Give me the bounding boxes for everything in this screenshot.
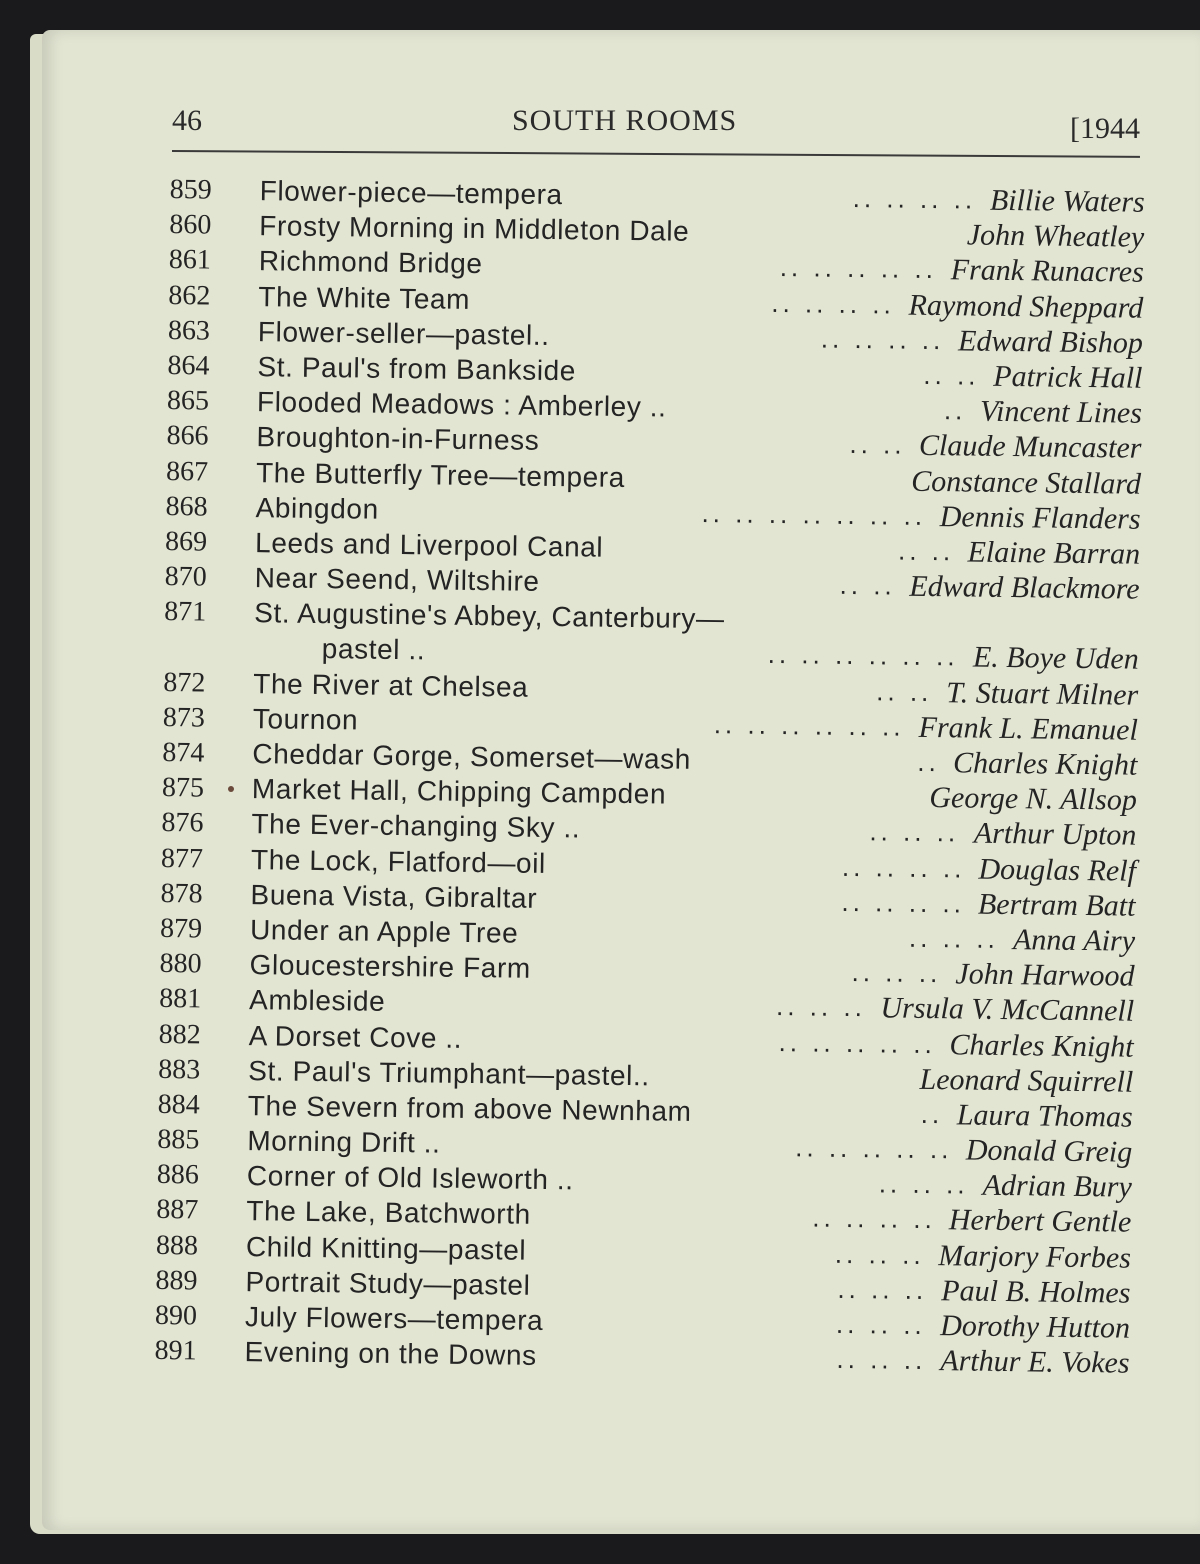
dot-leader: .. .. ..	[836, 1344, 927, 1376]
dot-leader: .. .. .. .. ..	[778, 1026, 936, 1059]
section-title: SOUTH ROOMS	[512, 104, 738, 137]
entry-title: Tournon	[252, 702, 359, 736]
entry-number: 881	[158, 983, 202, 1015]
entry-number: 879	[159, 912, 203, 945]
entry-number: 877	[160, 842, 204, 875]
entry-title: Portrait Study—pastel	[245, 1265, 531, 1301]
entry-number: 887	[156, 1194, 199, 1226]
entry-artist: Douglas Relf	[978, 852, 1137, 888]
entry-number: 891	[154, 1335, 197, 1367]
entry-number: 883	[158, 1053, 201, 1086]
dot-leader: .. .. ..	[775, 991, 867, 1023]
entry-artist: Dorothy Hutton	[940, 1309, 1131, 1345]
page-number: 46	[172, 104, 202, 137]
entry-artist: George N. Allsop	[929, 781, 1138, 817]
entry-title: The River at Chelsea	[253, 667, 529, 703]
entry-number: 861	[168, 244, 212, 276]
entry-number: 865	[166, 385, 210, 417]
dot-leader: .. .. .. .. .. ..	[767, 639, 959, 672]
entry-number: 886	[156, 1159, 200, 1191]
entry-title: Flower-seller—pastel..	[257, 315, 550, 351]
entry-number: 884	[157, 1088, 200, 1121]
entry-artist: Frank L. Emanuel	[918, 710, 1138, 747]
entry-artist: Adrian Bury	[982, 1168, 1133, 1204]
entry-title: The Butterfly Tree—tempera	[255, 456, 626, 493]
entry-artist: Edward Bishop	[957, 324, 1144, 360]
entry-artist: Marjory Forbes	[938, 1238, 1132, 1275]
dot-leader: .. .. .. ..	[852, 182, 977, 215]
dot-leader: ..	[917, 746, 940, 778]
entry-title: pastel ..	[321, 633, 426, 666]
entry-artist: Vincent Lines	[979, 394, 1143, 430]
entry-artist: E. Boye Uden	[972, 640, 1139, 677]
catalogue-listing	[154, 172, 1145, 1381]
dot-leader: .. ..	[897, 535, 955, 567]
entry-title: St. Paul's from Bankside	[257, 351, 577, 387]
entry-title: The White Team	[258, 280, 471, 315]
entry-artist: Dennis Flanders	[939, 499, 1141, 536]
entry-number: 864	[167, 349, 210, 382]
entry-title: The Ever-changing Sky ..	[251, 808, 581, 844]
entry-number: 868	[165, 490, 208, 523]
entry-number	[164, 629, 244, 630]
entry-number: 888	[155, 1229, 199, 1262]
entry-number: 885	[157, 1123, 200, 1156]
dot-leader: .. ..	[876, 675, 933, 707]
dot-leader: .. ..	[839, 569, 896, 601]
entry-number: 871	[164, 596, 207, 628]
entry-artist: T. Stuart Milner	[946, 675, 1139, 712]
entry-artist: Billie Waters	[989, 183, 1145, 219]
entry-number: 889	[155, 1264, 198, 1297]
entry-title: Child Knitting—pastel	[245, 1230, 527, 1266]
entry-artist: Laura Thomas	[956, 1098, 1133, 1134]
entry-number: 878	[160, 877, 203, 910]
entry-number: 862	[168, 279, 211, 312]
dot-leader: .. .. ..	[835, 1308, 926, 1340]
entry-title: St. Augustine's Abbey, Canterbury—	[254, 597, 725, 635]
entry-number: 876	[161, 807, 204, 839]
entry-artist: Charles Knight	[952, 746, 1138, 782]
entry-number: 867	[165, 455, 209, 488]
entry-title: Broughton-in-Furness	[256, 421, 540, 457]
dot-leader: .. .. .. .. .. ..	[713, 708, 905, 742]
entry-number: 866	[166, 420, 209, 452]
entry-title: The Lake, Batchworth	[246, 1195, 531, 1231]
entry-artist: Patrick Hall	[993, 359, 1143, 395]
entry-title: Ambleside	[248, 984, 386, 1018]
entry-number: 869	[164, 525, 208, 558]
dot-leader: .. .. .. ..	[841, 886, 966, 919]
dot-leader: .. .. .. ..	[812, 1202, 937, 1235]
entry-number: 860	[169, 209, 212, 241]
entry-artist: Raymond Sheppard	[908, 288, 1144, 325]
entry-artist: Elaine Barran	[967, 535, 1141, 571]
dot-leader: .. .. .. ..	[841, 851, 966, 884]
entry-artist: John Wheatley	[966, 218, 1145, 254]
dot-leader: .. .. ..	[908, 922, 1000, 954]
entry-artist: Herbert Gentle	[948, 1203, 1132, 1240]
dot-leader: .. .. .. ..	[820, 323, 945, 355]
entry-title: Flooded Meadows : Amberley ..	[256, 386, 667, 423]
entry-title: Near Seend, Wiltshire	[254, 562, 540, 597]
dot-leader: .. ..	[923, 359, 980, 391]
dot-leader: .. .. ..	[878, 1168, 969, 1200]
entry-title: The Severn from above Newnham	[247, 1089, 692, 1127]
entry-title: A Dorset Cove ..	[248, 1019, 463, 1054]
entry-number: 873	[162, 701, 206, 734]
entry-title: The Lock, Flatford—oil	[250, 843, 547, 879]
catalogue-year: [1944	[1070, 112, 1140, 145]
entry-number: 890	[154, 1299, 198, 1332]
entry-artist: John Harwood	[955, 957, 1135, 993]
dot-leader: ..	[920, 1098, 944, 1130]
entry-number: 870	[164, 561, 207, 593]
dot-leader: .. .. ..	[851, 957, 942, 989]
dot-leader: .. .. .. .. .. .. ..	[701, 497, 927, 531]
dot-leader: .. ..	[849, 429, 906, 460]
entry-number: 874	[162, 736, 205, 769]
entry-artist: Charles Knight	[949, 1027, 1134, 1064]
entry-number: 872	[163, 666, 206, 699]
entry-artist: Arthur E. Vokes	[940, 1344, 1130, 1380]
entry-artist: Claude Muncaster	[918, 429, 1142, 466]
entry-artist: Constance Stallard	[911, 464, 1142, 501]
entry-artist: Paul B. Holmes	[941, 1274, 1131, 1310]
entry-artist: Donald Greig	[965, 1133, 1133, 1169]
entry-number: 880	[159, 948, 202, 980]
entry-number: 859	[169, 173, 212, 206]
entry-artist: Arthur Upton	[973, 816, 1137, 853]
entry-title: Leeds and Liverpool Canal	[254, 527, 604, 563]
entry-title: Under an Apple Tree	[249, 914, 519, 949]
entry-title: Corner of Old Isleworth ..	[246, 1160, 574, 1196]
entry-title: Frosty Morning in Middleton Dale	[259, 210, 690, 247]
dot-leader: .. .. .. .. ..	[795, 1132, 953, 1165]
entry-number: 875	[161, 772, 205, 804]
dot-leader: .. .. ..	[837, 1273, 928, 1305]
entry-artist: Anna Airy	[1012, 923, 1136, 958]
entry-title: Abingdon	[255, 491, 379, 525]
entry-number: 882	[158, 1018, 201, 1050]
dot-leader: .. .. .. .. ..	[779, 252, 938, 285]
entry-title: Market Hall, Chipping Campden	[251, 773, 667, 810]
dot-leader: .. .. ..	[834, 1238, 925, 1270]
entry-title: Gloucestershire Farm	[249, 949, 531, 984]
entry-title: July Flowers—tempera	[244, 1301, 544, 1336]
dot-leader: .. .. .. ..	[771, 287, 895, 320]
entry-title: Cheddar Gorge, Somerset—wash	[252, 738, 692, 775]
entry-title: Richmond Bridge	[258, 245, 483, 280]
page-header	[172, 102, 1140, 146]
entry-title: St. Paul's Triumphant—pastel..	[248, 1054, 650, 1092]
entry-artist: Leonard Squirrell	[919, 1062, 1134, 1099]
entry-title: Flower-piece—tempera	[259, 175, 563, 211]
dot-leader: .. .. ..	[869, 816, 960, 848]
entry-artist: Edward Blackmore	[909, 569, 1140, 606]
entry-number: 863	[167, 314, 211, 347]
entry-title: Evening on the Downs	[244, 1336, 537, 1372]
entry-title: Morning Drift ..	[247, 1125, 441, 1159]
entry-title: Buena Vista, Gibraltar	[250, 878, 538, 914]
entry-artist: Ursula V. McCannell	[880, 991, 1135, 1029]
entry-artist: Bertram Batt	[977, 887, 1136, 923]
dot-leader: ..	[943, 395, 967, 426]
entry-artist: Frank Runacres	[950, 253, 1144, 290]
